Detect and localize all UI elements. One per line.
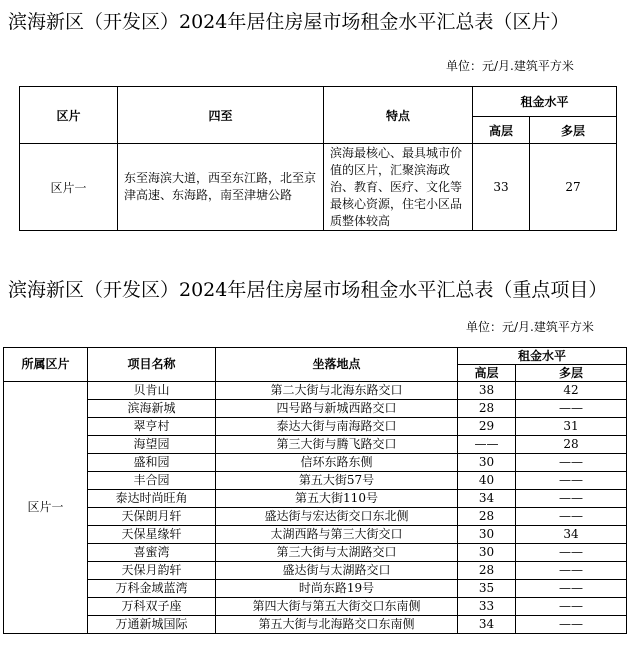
cell-multi-story: —— <box>516 454 627 472</box>
header-bounds: 四至 <box>118 87 324 144</box>
header-location: 坐落地点 <box>216 348 458 382</box>
table-row <box>4 436 627 454</box>
cell-area: 区片一 <box>20 144 118 231</box>
cell-area: 区片一 <box>4 382 88 634</box>
header-multi-story: 多层 <box>516 365 627 382</box>
cell-project-name: 泰达时尚旺角 <box>88 490 216 508</box>
cell-location: 第二大街与北海东路交口 <box>216 382 458 400</box>
cell-high-rise: 28 <box>458 400 516 418</box>
cell-high-rise: 34 <box>458 616 516 634</box>
cell-multi-story: —— <box>516 490 627 508</box>
cell-location: 四号路与新城西路交口 <box>216 400 458 418</box>
cell-project-name: 海望园 <box>88 436 216 454</box>
project-table-unit: 单位：元/月.建筑平方米 <box>466 320 594 334</box>
cell-location: 盛达街与太湖路交口 <box>216 562 458 580</box>
cell-multi-story: 27 <box>530 144 617 231</box>
cell-high-rise: —— <box>458 436 516 454</box>
header-area: 区片 <box>20 87 118 144</box>
table-row <box>4 508 627 526</box>
cell-multi-story: 31 <box>516 418 627 436</box>
header-project: 项目名称 <box>88 348 216 382</box>
cell-high-rise: 38 <box>458 382 516 400</box>
cell-project-name: 万通新城国际 <box>88 616 216 634</box>
cell-location: 泰达大街与南海路交口 <box>216 418 458 436</box>
cell-multi-story: —— <box>516 472 627 490</box>
header-features: 特点 <box>324 87 473 144</box>
cell-high-rise: 40 <box>458 472 516 490</box>
cell-multi-story: —— <box>516 544 627 562</box>
cell-location: 盛达街与宏达街交口东北侧 <box>216 508 458 526</box>
cell-high-rise: 30 <box>458 526 516 544</box>
district-table-title: 滨海新区（开发区）2024年居住房屋市场租金水平汇总表（区片） <box>8 11 570 33</box>
table-row <box>4 490 627 508</box>
cell-high-rise: 28 <box>458 562 516 580</box>
table-row <box>20 144 617 231</box>
header-high-rise: 高层 <box>473 117 530 144</box>
cell-project-name: 丰合园 <box>88 472 216 490</box>
cell-location: 第三大街与太湖路交口 <box>216 544 458 562</box>
cell-project-name: 天保星缘轩 <box>88 526 216 544</box>
cell-location: 第四大街与第五大街交口东南侧 <box>216 598 458 616</box>
district-rent-table <box>19 86 617 231</box>
cell-multi-story: —— <box>516 598 627 616</box>
cell-multi-story: 42 <box>516 382 627 400</box>
header-high-rise: 高层 <box>458 365 516 382</box>
table-row <box>4 382 627 400</box>
cell-project-name: 天保朗月轩 <box>88 508 216 526</box>
cell-location: 太湖西路与第三大街交口 <box>216 526 458 544</box>
cell-project-name: 万科双子座 <box>88 598 216 616</box>
cell-project-name: 万科金域蓝湾 <box>88 580 216 598</box>
cell-multi-story: 28 <box>516 436 627 454</box>
district-table-unit: 单位：元/月.建筑平方米 <box>446 59 574 73</box>
cell-high-rise: 34 <box>458 490 516 508</box>
project-table-title: 滨海新区（开发区）2024年居住房屋市场租金水平汇总表（重点项目） <box>8 279 608 301</box>
table-row <box>4 616 627 634</box>
table-row <box>4 472 627 490</box>
cell-high-rise: 30 <box>458 454 516 472</box>
header-area: 所属区片 <box>4 348 88 382</box>
cell-high-rise: 29 <box>458 418 516 436</box>
cell-location: 信环东路东侧 <box>216 454 458 472</box>
table-row <box>4 400 627 418</box>
cell-project-name: 翠亨村 <box>88 418 216 436</box>
cell-project-name: 天保月韵轩 <box>88 562 216 580</box>
cell-high-rise: 33 <box>458 598 516 616</box>
cell-multi-story: —— <box>516 616 627 634</box>
header-rent-level: 租金水平 <box>473 87 617 117</box>
cell-features: 滨海最核心、最具城市价值的区片，汇聚滨海政治、教育、医疗、文化等最核心资源，住宅小区品质整体较高 <box>324 144 473 231</box>
header-rent-level: 租金水平 <box>458 348 627 365</box>
cell-multi-story: —— <box>516 400 627 418</box>
table-row <box>4 526 627 544</box>
table-row <box>4 598 627 616</box>
table-row <box>4 454 627 472</box>
cell-bounds: 东至海滨大道，西至东江路，北至京津高速、东海路，南至津塘公路 <box>118 144 324 231</box>
project-rent-table <box>3 347 627 634</box>
cell-location: 第五大街110号 <box>216 490 458 508</box>
cell-multi-story: —— <box>516 508 627 526</box>
table-row <box>4 544 627 562</box>
cell-high-rise: 35 <box>458 580 516 598</box>
cell-high-rise: 33 <box>473 144 530 231</box>
cell-multi-story: —— <box>516 580 627 598</box>
table-row <box>4 580 627 598</box>
cell-location: 第五大街与北海路交口东南侧 <box>216 616 458 634</box>
cell-project-name: 盛和园 <box>88 454 216 472</box>
cell-location: 第三大街与腾飞路交口 <box>216 436 458 454</box>
cell-high-rise: 30 <box>458 544 516 562</box>
cell-high-rise: 28 <box>458 508 516 526</box>
cell-project-name: 滨海新城 <box>88 400 216 418</box>
cell-location: 时尚东路19号 <box>216 580 458 598</box>
cell-project-name: 喜蜜湾 <box>88 544 216 562</box>
cell-project-name: 贝肯山 <box>88 382 216 400</box>
cell-location: 第五大街57号 <box>216 472 458 490</box>
header-multi-story: 多层 <box>530 117 617 144</box>
cell-multi-story: 34 <box>516 526 627 544</box>
cell-multi-story: —— <box>516 562 627 580</box>
table-row <box>4 562 627 580</box>
table-row <box>4 418 627 436</box>
